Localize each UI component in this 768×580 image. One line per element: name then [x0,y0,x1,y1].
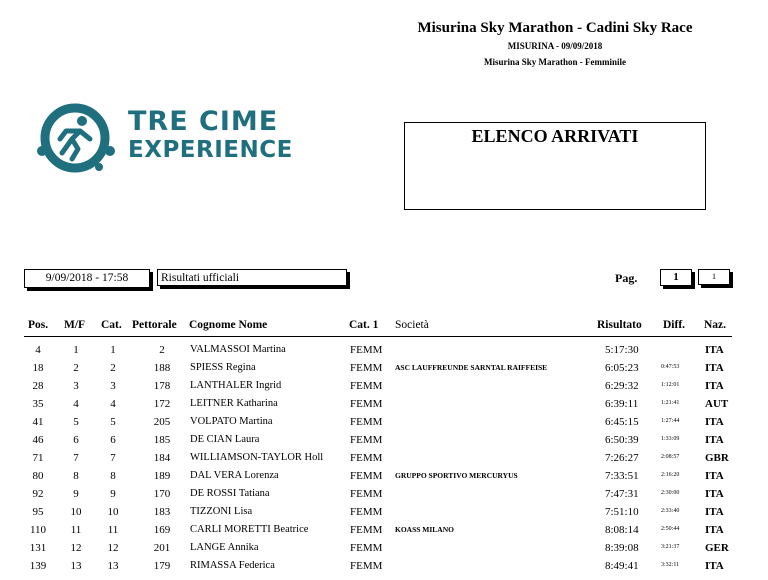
table-row [0,470,768,488]
cell-diff: 2:08:57 [661,454,680,460]
cell-name: LEITNER Katharina [190,398,278,409]
cell-mf: 5 [73,416,79,428]
header-divider [24,336,732,337]
table-row [0,542,768,560]
cell-cat: 9 [110,488,116,500]
cell-ris: 5:17:30 [605,344,639,356]
cell-mf: 11 [70,524,82,536]
print-datetime: 9/09/2018 - 17:58 [24,269,150,288]
table-row [0,362,768,380]
cell-cat1: FEMM [350,542,383,554]
cell-name: WILLIAMSON-TAYLOR Holl [190,452,324,463]
cell-pos: 4 [35,344,41,356]
page-total: 1 [698,269,730,285]
cell-cat: 10 [107,506,119,518]
table-row [0,524,768,542]
cell-ris: 8:49:41 [605,560,639,572]
col-header-pos: Pos. [28,319,49,331]
cell-pos: 95 [32,506,44,518]
cell-mf: 7 [73,452,79,464]
cell-pett: 169 [153,524,171,536]
elenco-arrivati-title: ELENCO ARRIVATI [471,126,639,146]
cell-cat1: FEMM [350,488,383,500]
table-row [0,416,768,434]
cell-diff: 2:33:40 [661,508,680,514]
cell-diff: 1:12:01 [661,382,680,388]
cell-pett: 172 [153,398,171,410]
cell-naz: GER [705,542,729,554]
cell-mf: 10 [70,506,82,518]
cell-ris: 7:51:10 [605,506,639,518]
table-row [0,506,768,524]
cell-pos: 18 [32,362,44,374]
table-row [0,380,768,398]
cell-naz: ITA [705,488,724,500]
cell-ris: 7:47:31 [605,488,639,500]
race-location-date: MISURINA - 09/09/2018 [507,41,603,51]
table-row [0,344,768,362]
cell-cat: 11 [107,524,119,536]
cell-cat: 1 [110,344,116,356]
col-header-naz: Naz. [704,319,727,331]
cell-cat1: FEMM [350,434,383,446]
table-row [0,434,768,452]
cell-name: LANGE Annika [190,542,259,553]
cell-pett: 2 [159,344,165,356]
cell-soc: ASC LAUFFREUNDE SARNTAL RAIFFEISE [395,363,548,372]
cell-pos: 41 [32,416,44,428]
cell-ris: 6:39:11 [605,398,639,410]
cell-name: VOLPATO Martina [190,416,273,427]
cell-diff: 1:21:41 [661,400,680,406]
cell-diff: 3:32:11 [661,562,680,568]
cell-ris: 7:26:27 [605,452,639,464]
cell-pos: 35 [32,398,44,410]
cell-cat: 6 [110,434,116,446]
cell-pos: 110 [29,524,47,536]
cell-name: DAL VERA Lorenza [190,470,279,481]
cell-naz: ITA [705,416,724,428]
cell-cat1: FEMM [350,344,383,356]
cell-name: DE CIAN Laura [190,434,260,445]
cell-name: TIZZONI Lisa [190,506,253,517]
cell-cat1: FEMM [350,524,383,536]
cell-cat1: FEMM [350,470,383,482]
cell-naz: AUT [705,398,729,410]
cell-pett: 184 [153,452,171,464]
cell-pett: 183 [153,506,171,518]
cell-mf: 4 [73,398,79,410]
cell-cat: 4 [110,398,116,410]
col-header-mf: M/F [64,319,86,331]
col-header-risultato: Risultato [597,319,642,331]
cell-diff: 2:50:44 [661,526,680,532]
page-current: 1 [660,269,692,286]
cell-cat1: FEMM [350,380,383,392]
cell-name: RIMASSA Federica [190,560,275,571]
cell-mf: 1 [73,344,79,356]
col-header-societa: Società [395,319,429,331]
cell-diff: 1:33:09 [661,436,680,442]
page-label: Pag. [615,271,638,285]
cell-cat: 8 [110,470,116,482]
cell-cat: 3 [110,380,116,392]
cell-mf: 6 [73,434,79,446]
cell-mf: 12 [70,542,82,554]
cell-pos: 28 [32,380,44,392]
cell-pett: 185 [153,434,171,446]
cell-name: LANTHALER Ingrid [190,380,282,391]
cell-pos: 139 [29,560,47,572]
cell-naz: ITA [705,470,724,482]
cell-cat1: FEMM [350,506,383,518]
cell-name: VALMASSOI Martina [190,344,286,355]
cell-naz: ITA [705,380,724,392]
cell-cat1: FEMM [350,362,383,374]
logo-text-experience: EXPERIENCE [128,137,293,163]
cell-mf: 2 [73,362,79,374]
cell-naz: ITA [705,560,724,572]
cell-cat: 12 [107,542,119,554]
cell-pos: 71 [32,452,44,464]
col-header-diff: Diff. [663,319,686,331]
cell-cat: 13 [107,560,119,572]
cell-diff: 2:16:20 [661,472,680,478]
cell-name: DE ROSSI Tatiana [190,488,270,499]
cell-diff: 0:47:53 [661,364,680,370]
cell-mf: 3 [73,380,79,392]
cell-naz: ITA [705,524,724,536]
cell-naz: ITA [705,362,724,374]
cell-ris: 6:45:15 [605,416,639,428]
table-row [0,452,768,470]
cell-pett: 188 [153,362,171,374]
cell-cat: 5 [110,416,116,428]
cell-pett: 205 [153,416,171,428]
logo-text-tre-cime: TRE CIME [128,106,279,137]
col-header-name: Cognome Nome [189,319,268,331]
cell-pett: 189 [153,470,171,482]
cell-naz: ITA [705,344,724,356]
cell-ris: 8:39:08 [605,542,639,554]
race-category: Misurina Sky Marathon - Femminile [484,57,626,67]
cell-ris: 7:33:51 [605,470,639,482]
cell-diff: 1:27:44 [661,418,680,424]
cell-pos: 92 [32,488,44,500]
cell-ris: 6:29:32 [605,380,639,392]
race-title: Misurina Sky Marathon - Cadini Sky Race [417,20,693,36]
cell-naz: ITA [705,506,724,518]
cell-cat1: FEMM [350,560,383,572]
cell-name: CARLI MORETTI Beatrice [190,524,309,535]
cell-cat: 7 [110,452,116,464]
cell-mf: 9 [73,488,79,500]
cell-cat1: FEMM [350,452,383,464]
col-header-cat: Cat. [101,319,122,331]
table-row [0,560,768,578]
cell-naz: ITA [705,434,724,446]
cell-ris: 6:05:23 [605,362,639,374]
cell-ris: 6:50:39 [605,434,639,446]
elenco-arrivati-box [404,122,706,210]
col-header-pettorale: Pettorale [132,319,177,331]
cell-pett: 179 [153,560,171,572]
cell-pett: 170 [153,488,171,500]
cell-soc: KOASS MILANO [395,525,454,534]
cell-diff: 3:21:37 [661,544,680,550]
cell-mf: 13 [70,560,82,572]
cell-pett: 201 [153,542,171,554]
cell-pett: 178 [153,380,171,392]
table-row [0,488,768,506]
cell-pos: 80 [32,470,44,482]
col-header-cat1: Cat. 1 [349,319,379,331]
cell-naz: GBR [705,452,729,464]
cell-pos: 46 [32,434,44,446]
cell-soc: GRUPPO SPORTIVO MERCURYUS [395,471,518,480]
cell-cat1: FEMM [350,398,383,410]
table-row [0,398,768,416]
cell-cat1: FEMM [350,416,383,428]
cell-name: SPIESS Regina [190,362,256,373]
cell-ris: 8:08:14 [605,524,639,536]
cell-diff: 2:30:00 [661,490,680,496]
cell-mf: 8 [73,470,79,482]
cell-cat: 2 [110,362,116,374]
results-status: Risultati ufficiali [157,269,347,286]
cell-pos: 131 [29,542,47,554]
